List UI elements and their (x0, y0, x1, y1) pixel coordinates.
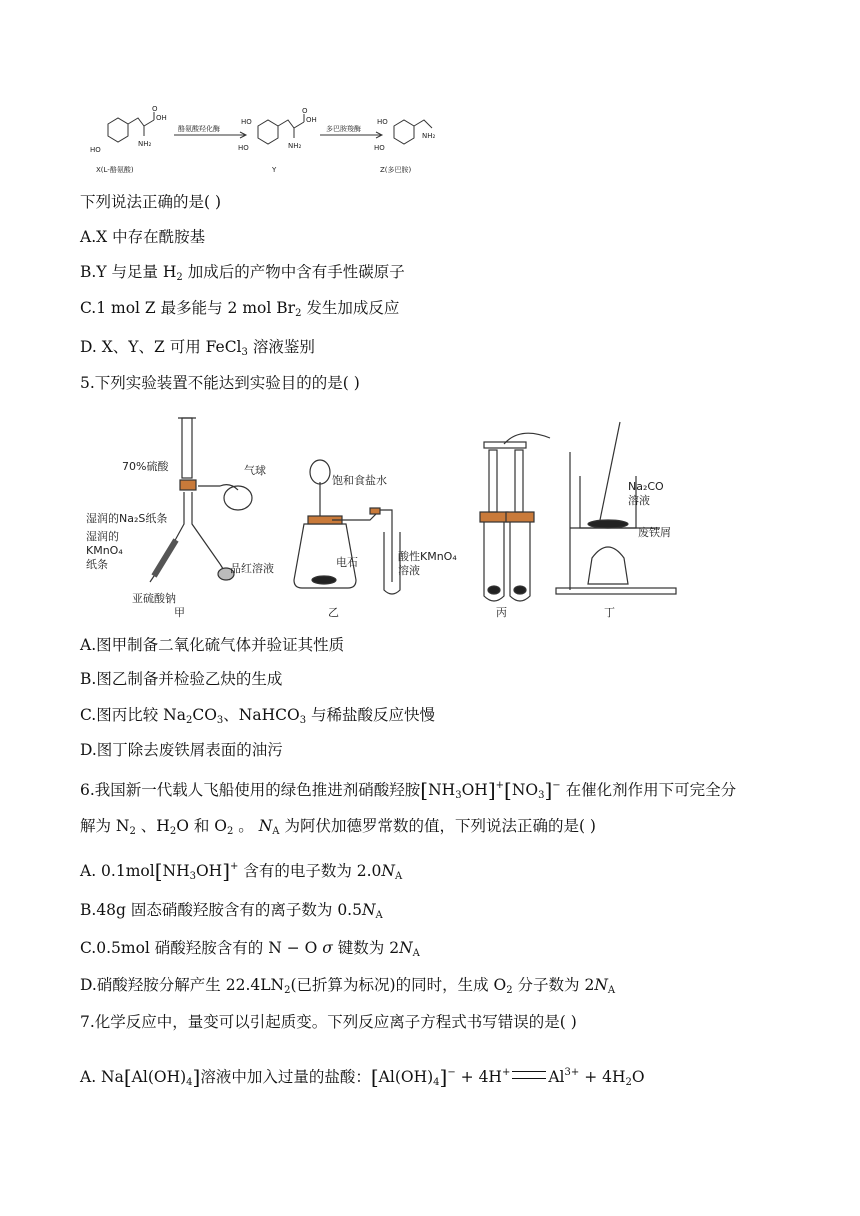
label-iron: 废铁屑 (638, 526, 671, 539)
label-kmno4-paper3: 纸条 (86, 558, 108, 571)
z-label: Z(多巴胺) (380, 166, 412, 174)
label-na2co-2: 溶液 (628, 494, 650, 507)
q4-option-b: B.Y 与足量 $H_2$ 加成后的产物中含有手性碳原子 (80, 263, 405, 283)
z-ho1: HO (377, 118, 388, 126)
enzyme2-label: 多巴胺羧酶 (326, 125, 361, 133)
equals-sign (512, 1071, 546, 1079)
z-ho2: HO (374, 144, 385, 152)
q4-option-a: A.X 中存在酰胺基 (80, 228, 206, 246)
q5-option-a: A.图甲制备二氧化硫气体并验证其性质 (80, 636, 345, 654)
label-na2s-paper: 湿润的Na₂S纸条 (86, 512, 168, 525)
x-oh: OH (156, 114, 167, 122)
label-balloon: 气球 (244, 464, 266, 477)
q6-option-d: D.硝酸羟胺分解产生 $22.4LN_2$(已折算为标况)的同时，生成 $O_2$ 分子数为 $2N_A$ (80, 976, 616, 996)
label-jia: 甲 (174, 606, 185, 619)
y-o: O (302, 107, 308, 115)
label-kmno4-paper2: KMnO₄ (86, 544, 123, 557)
q4-option-c: C.1 mol Z 最多能与 2 mol $Br_2$ 发生加成反应 (80, 299, 400, 319)
q7-stem: 7.化学反应中，量变可以引起质变。下列反应离子方程式书写错误的是( ) (80, 1013, 577, 1031)
q5-stem: 5.下列实验装置不能达到实验目的的是( ) (80, 374, 360, 392)
apparatus-figure (80, 412, 720, 624)
label-kmno4-paper1: 湿润的 (86, 530, 119, 543)
z-nh2: NH₂ (422, 132, 436, 140)
label-acid-kmno4-2: 溶液 (398, 564, 420, 577)
label-brine: 饱和食盐水 (332, 474, 387, 487)
q5-option-d: D.图丁除去废铁屑表面的油污 (80, 741, 283, 759)
enzyme1-label: 酪氨酸羟化酶 (178, 125, 220, 133)
label-carbide: 电石 (336, 556, 358, 569)
q6-option-c: C.0.5mol 硝酸羟胺含有的 N − O σ 键数为 $2N_A$ (80, 939, 420, 959)
y-ho2: HO (238, 144, 249, 152)
label-acid: 70%硫酸 (122, 460, 169, 473)
q7-option-a: A. $Na[Al(OH)_4]$溶液中加入过量的盐酸：$[Al(OH)_4]^- + 4H^+$ $Al^{3+} + 4H_2O$ (80, 1065, 645, 1089)
label-ding: 丁 (604, 606, 615, 619)
z-benzene-ring (394, 120, 414, 144)
label-na2co-1: Na₂CO (628, 480, 664, 493)
q6-option-b: B.48g 固态硝酸羟胺含有的离子数为 $0.5N_A$ (80, 901, 383, 921)
x-nh2: NH₂ (138, 140, 152, 148)
label-sulfite: 亚硫酸钠 (132, 592, 176, 605)
reaction-scheme (86, 104, 442, 178)
label-acid-kmno4-1: 酸性KMnO₄ (398, 550, 457, 563)
y-oh: OH (306, 116, 317, 124)
q5-option-b: B.图乙制备并检验乙炔的生成 (80, 670, 283, 688)
y-benzene-ring (258, 120, 278, 144)
q6-stem-line2: 解为 $N_2$ 、$H_2O$ 和 $O_2$ 。 $N_A$ 为阿伏加德罗常数的值，下列说法正确的是( ) (80, 817, 596, 837)
y-ho1: HO (241, 118, 252, 126)
x-label: X(L-酪氨酸) (96, 166, 134, 174)
label-bing: 丙 (496, 606, 507, 619)
q6-option-a: A. $0.1mol[NH_3OH]^+$ 含有的电子数为 $2.0N_A$ (80, 859, 403, 883)
y-label: Y (272, 166, 277, 174)
q5-option-c: C.图丙比较 $Na_2CO_3$、NaHCO$_3$ 与稀盐酸反应快慢 (80, 706, 435, 726)
x-o: O (152, 105, 158, 113)
q4-option-d: D. X、Y、Z 可用 FeCl$_3$ 溶液鉴别 (80, 338, 315, 358)
label-yi: 乙 (328, 606, 339, 619)
q6-stem-line1: 6.我国新一代载人飞船使用的绿色推进剂硝酸羟胺$[NH_3OH]^+[NO_3]^-$ 在催化剂作用下可完全分 (80, 778, 737, 802)
x-ho: HO (90, 146, 101, 154)
label-pinhong: 品红溶液 (230, 562, 274, 575)
y-nh2: NH₂ (288, 142, 302, 150)
x-benzene-ring (108, 118, 128, 142)
q4-stem: 下列说法正确的是( ) (80, 193, 222, 211)
